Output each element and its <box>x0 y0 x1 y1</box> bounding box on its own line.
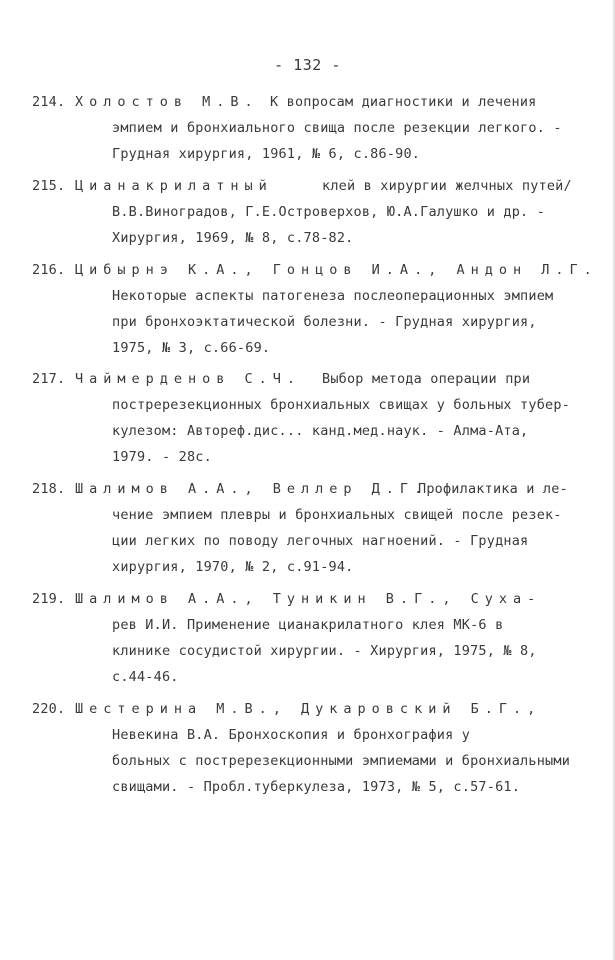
entry-text-line: Профилактика и ле- <box>418 481 568 497</box>
entry-text-line: чение эмпием плевры и бронхиальных свищей после резек- <box>112 507 562 523</box>
entry-text-line: Некоторые аспекты патогенеза послеоперационных эмпием <box>112 288 554 304</box>
entry-text-line: больных с постререзекционными эмпиемами и бронхиальными <box>112 753 571 769</box>
entry-number: 218. <box>32 481 66 497</box>
entry-text-line: постререзекционных бронхиальных свищах у больных тубер- <box>112 397 571 413</box>
entry-text-line: 1979. - 28с. <box>112 449 212 465</box>
entry-text-line: хирургия, 1970, № 2, с.91-94. <box>112 559 354 575</box>
entry-text-line: В.В.Виноградов, Г.Е.Островерхов, Ю.А.Галушко и др. - <box>112 204 546 220</box>
entry-author: Шестерина М.В., Дукаровский Б.Г., <box>75 701 542 717</box>
entry-text-line: ции легких по поводу легочных нагноений. - Грудная <box>112 533 529 549</box>
page-number: - 132 - <box>274 56 341 74</box>
entry-author: Цибырнэ К.А., Гонцов И.А., Андон Л.Г. <box>75 262 598 278</box>
entry-text-line: Грудная хирургия, 1961, № 6, с.86-90. <box>112 146 421 162</box>
entry-text-line: К вопросам диагностики и лечения <box>270 94 537 110</box>
entry-text-line: клей в хирургии желчных путей/ <box>322 178 572 194</box>
entry-text-line: кулезом: Автореф.дис... канд.мед.наук. - Алма-Ата, <box>112 423 529 439</box>
entry-text-line: при бронхоэктатической болезни. - Грудная хирургия, <box>112 314 537 330</box>
entry-author: Шалимов А.А., Туникин В.Г., Суха- <box>75 591 542 607</box>
entry-text-line: 1975, № 3, с.66-69. <box>112 340 271 356</box>
entry-text-line: свищами. - Пробл.туберкулеза, 1973, № 5, с.57-61. <box>112 779 521 795</box>
entry-number: 219. <box>32 591 66 607</box>
entry-number: 220. <box>32 701 66 717</box>
entry-author: Шалимов А.А., Веллер Д.Г. <box>75 481 429 497</box>
entry-number: 217. <box>32 371 66 387</box>
entry-author: Чаймерденов С.Ч. <box>75 371 302 387</box>
entry-text-line: Невекина В.А. Бронхоскопия и бронхография у <box>112 727 471 743</box>
entry-number: 215. <box>32 178 66 194</box>
entry-text-line: с.44-46. <box>112 669 179 685</box>
entry-text-line: Выбор метода операции при <box>322 371 531 387</box>
entry-text-line: клинике сосудистой хирургии. - Хирургия, 1975, № 8, <box>112 643 537 659</box>
entry-number: 216. <box>32 262 66 278</box>
entry-author: Цианакрилатный <box>75 178 273 194</box>
entry-text-line: рев И.И. Применение цианакрилатного клея МК-6 в <box>112 617 504 633</box>
entry-text-line: эмпием и бронхиального свища после резекции легкого. - <box>112 120 562 136</box>
entry-author: Холостов М.В. <box>75 94 259 110</box>
entry-text-line: Хирургия, 1969, № 8, с.78-82. <box>112 230 354 246</box>
entry-number: 214. <box>32 94 66 110</box>
